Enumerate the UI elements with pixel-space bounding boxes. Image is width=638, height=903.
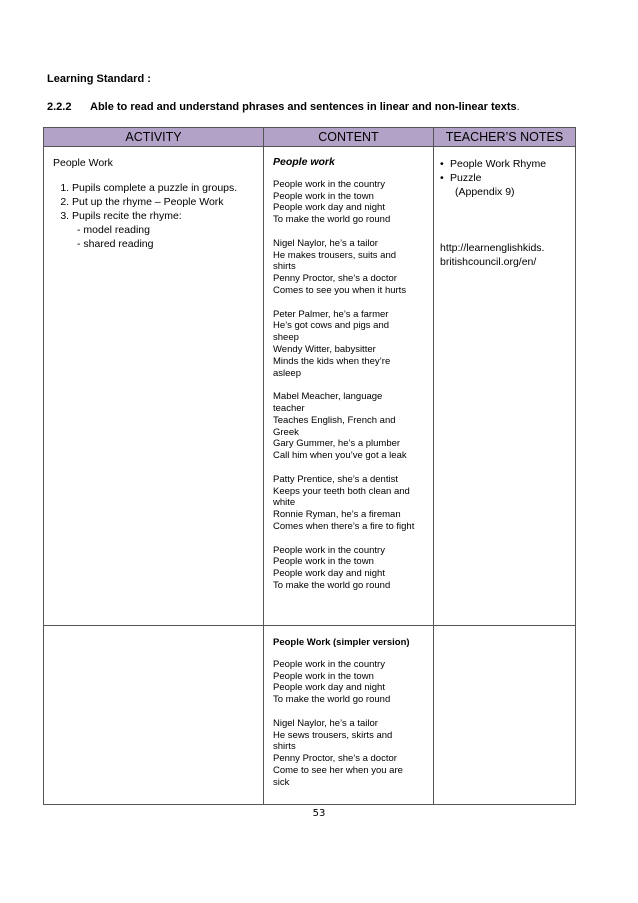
lesson-table (43, 127, 576, 805)
rhyme-line: Nigel Naylor, he’s a tailor (273, 237, 378, 249)
rhyme-stanza (273, 238, 429, 297)
rhyme-stanza (273, 391, 429, 462)
rhyme-line: Wendy Witter, babysitter (273, 343, 376, 355)
rhyme-stanza (273, 545, 429, 592)
resource-link-line: http://learnenglishkids. (440, 242, 545, 254)
table-header-row (44, 128, 576, 147)
rhyme-line: Penny Proctor, she’s a doctor (273, 753, 397, 765)
rhyme-stanza (273, 309, 429, 380)
resource-link[interactable] (440, 241, 575, 269)
content-cell-simpler (264, 626, 434, 805)
activity-title: People Work (53, 157, 113, 169)
rhyme-line: Come to see her when you are (273, 764, 403, 776)
rhyme-line: Mabel Meacher, language (273, 391, 383, 403)
header-activity: ACTIVITY (44, 128, 264, 147)
content-cell (264, 147, 434, 626)
rhyme-line: asleep (273, 367, 301, 379)
rhyme-stanza (273, 179, 429, 226)
notes-cell-empty (434, 626, 576, 805)
rhyme-line: Keeps your teeth both clean and (273, 485, 410, 497)
header-teachers-notes: TEACHER’S NOTES (434, 128, 576, 147)
activity-sub-step: - model reading (77, 224, 150, 236)
rhyme-line: shirts (273, 261, 296, 273)
rhyme-line: Teaches English, French and (273, 414, 396, 426)
rhyme-line: People work in the town (273, 670, 374, 682)
rhyme-line: sick (273, 776, 290, 788)
bullet-icon: • (440, 172, 444, 184)
activity-cell-empty (44, 626, 264, 805)
rhyme-stanza (273, 718, 429, 789)
table-row (44, 147, 576, 626)
rhyme-line: Nigel Naylor, he’s a tailor (273, 717, 378, 729)
rhyme-line: white (273, 497, 296, 509)
rhyme-line: People work in the town (273, 190, 374, 202)
learning-standard-row (47, 101, 520, 113)
rhyme-line: People work day and night (273, 682, 385, 694)
rhyme-line: He’s got cows and pigs and (273, 320, 390, 332)
rhyme-line: teacher (273, 402, 305, 414)
bullet-icon: • (440, 158, 444, 170)
standard-period: . (516, 101, 520, 113)
rhyme-stanza (273, 659, 429, 706)
notes-item-label: Puzzle (450, 172, 482, 184)
rhyme-line: He sews trousers, skirts and (273, 729, 393, 741)
rhyme-line: People work in the town (273, 556, 374, 568)
notes-item (440, 171, 575, 185)
rhyme-line: Comes when there’s a fire to fight (273, 520, 415, 532)
rhyme-line: People work in the country (273, 544, 385, 556)
activity-cell (44, 147, 264, 626)
header-content: CONTENT (264, 128, 434, 147)
rhyme-line: Ronnie Ryman, he’s a fireman (273, 509, 401, 521)
rhyme-stanza (273, 474, 429, 533)
rhyme-line: Call him when you’ve got a leak (273, 450, 407, 462)
activity-sub-step: - shared reading (77, 238, 154, 250)
activity-sub-steps (72, 223, 263, 251)
standard-text: Able to read and understand phrases and sentences in linear and non-linear texts (90, 101, 517, 113)
notes-item-label: People Work Rhyme (450, 158, 547, 170)
rhyme-line: To make the world go round (273, 214, 391, 226)
notes-item (440, 157, 575, 171)
rhyme-line: To make the world go round (273, 694, 391, 706)
rhyme-line: People work in the country (273, 658, 385, 670)
rhyme-line: People work day and night (273, 202, 385, 214)
rhyme-line: Patty Prentice, she’s a dentist (273, 473, 398, 485)
notes-item-sub: (Appendix 9) (455, 186, 515, 198)
rhyme-line: Minds the kids when they’re (273, 355, 391, 367)
rhyme-line: People work day and night (273, 568, 385, 580)
rhyme-line: To make the world go round (273, 579, 391, 591)
resource-link-line: britishcouncil.org/en/ (440, 256, 537, 268)
notes-list (440, 157, 575, 199)
rhyme-line: Gary Gummer, he’s a plumber (273, 438, 401, 450)
activity-step: 1. Pupils complete a puzzle in groups. (72, 181, 263, 195)
activity-steps (53, 181, 263, 251)
rhyme-line: sheep (273, 332, 299, 344)
activity-step: 2. Put up the rhyme – People Work (72, 195, 263, 209)
table-row (44, 626, 576, 805)
activity-step (72, 209, 263, 251)
learning-standard-label: Learning Standard : (47, 73, 151, 85)
activity-step-text: Pupils recite the rhyme: (72, 210, 182, 222)
rhyme-line: Greek (273, 426, 299, 438)
rhyme-line: shirts (273, 741, 296, 753)
rhyme-line: Penny Proctor, she’s a doctor (273, 273, 397, 285)
page-number: 53 (312, 808, 326, 819)
rhyme-line: Peter Palmer, he’s a farmer (273, 308, 389, 320)
notes-cell (434, 147, 576, 626)
rhyme-line: Comes to see you when it hurts (273, 284, 407, 296)
rhyme-title-simpler: People Work (simpler version) (273, 637, 410, 648)
rhyme-line: He makes trousers, suits and (273, 249, 397, 261)
rhyme-line: People work in the country (273, 178, 385, 190)
rhyme-title: People work (273, 156, 335, 168)
standard-code: 2.2.2 (47, 101, 72, 113)
